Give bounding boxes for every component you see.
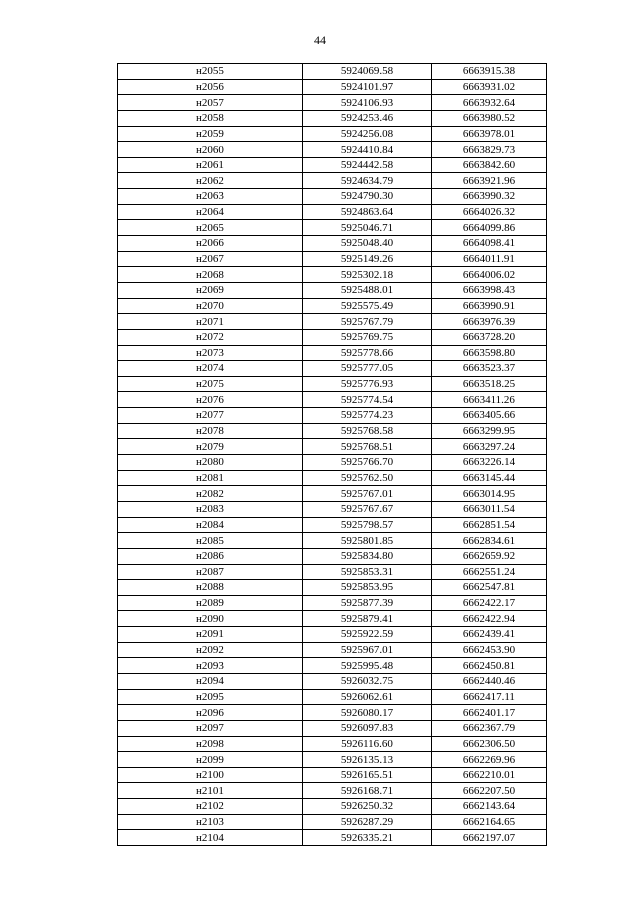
y-coordinate-cell: 6663998.43: [432, 282, 547, 298]
y-coordinate-cell: 6663598.80: [432, 345, 547, 361]
x-coordinate-cell: 5925767.79: [303, 314, 432, 330]
x-coordinate-cell: 5925766.70: [303, 455, 432, 471]
point-id-cell: н2092: [118, 642, 303, 658]
y-coordinate-cell: 6664011.91: [432, 251, 547, 267]
table-row: [118, 564, 547, 580]
point-id-cell: н2065: [118, 220, 303, 236]
table-row: [118, 752, 547, 768]
point-id-cell: н2099: [118, 752, 303, 768]
x-coordinate-cell: 5924106.93: [303, 95, 432, 111]
point-id-cell: н2076: [118, 392, 303, 408]
y-coordinate-cell: 6662197.07: [432, 830, 547, 846]
y-coordinate-cell: 6662164.65: [432, 814, 547, 830]
x-coordinate-cell: 5925774.54: [303, 392, 432, 408]
y-coordinate-cell: 6663728.20: [432, 329, 547, 345]
table-row: [118, 580, 547, 596]
table-row: [118, 548, 547, 564]
table-row: [118, 814, 547, 830]
point-id-cell: н2097: [118, 720, 303, 736]
y-coordinate-cell: 6662834.61: [432, 533, 547, 549]
x-coordinate-cell: 5925488.01: [303, 282, 432, 298]
table-row: [118, 251, 547, 267]
x-coordinate-cell: 5925922.59: [303, 627, 432, 643]
point-id-cell: н2057: [118, 95, 303, 111]
y-coordinate-cell: 6663411.26: [432, 392, 547, 408]
x-coordinate-cell: 5925877.39: [303, 595, 432, 611]
point-id-cell: н2058: [118, 110, 303, 126]
point-id-cell: н2088: [118, 580, 303, 596]
x-coordinate-cell: 5926097.83: [303, 720, 432, 736]
y-coordinate-cell: 6662417.11: [432, 689, 547, 705]
coordinates-table-body: [118, 64, 547, 846]
x-coordinate-cell: 5925769.75: [303, 329, 432, 345]
point-id-cell: н2084: [118, 517, 303, 533]
y-coordinate-cell: 6662306.50: [432, 736, 547, 752]
table-row: [118, 439, 547, 455]
point-id-cell: н2102: [118, 799, 303, 815]
point-id-cell: н2086: [118, 548, 303, 564]
table-row: [118, 220, 547, 236]
table-row: [118, 517, 547, 533]
x-coordinate-cell: 5925149.26: [303, 251, 432, 267]
x-coordinate-cell: 5925048.40: [303, 236, 432, 252]
point-id-cell: н2056: [118, 79, 303, 95]
point-id-cell: н2062: [118, 173, 303, 189]
x-coordinate-cell: 5925767.67: [303, 501, 432, 517]
x-coordinate-cell: 5924256.08: [303, 126, 432, 142]
y-coordinate-cell: 6662659.92: [432, 548, 547, 564]
y-coordinate-cell: 6663405.66: [432, 408, 547, 424]
table-row: [118, 157, 547, 173]
table-row: [118, 470, 547, 486]
point-id-cell: н2093: [118, 658, 303, 674]
table-row: [118, 345, 547, 361]
table-row: [118, 282, 547, 298]
x-coordinate-cell: 5926168.71: [303, 783, 432, 799]
y-coordinate-cell: 6663518.25: [432, 376, 547, 392]
x-coordinate-cell: 5926287.29: [303, 814, 432, 830]
point-id-cell: н2094: [118, 673, 303, 689]
table-row: [118, 64, 547, 80]
table-row: [118, 658, 547, 674]
x-coordinate-cell: 5925967.01: [303, 642, 432, 658]
table-row: [118, 298, 547, 314]
x-coordinate-cell: 5924790.30: [303, 189, 432, 205]
point-id-cell: н2104: [118, 830, 303, 846]
y-coordinate-cell: 6664026.32: [432, 204, 547, 220]
table-row: [118, 204, 547, 220]
table-row: [118, 236, 547, 252]
point-id-cell: н2096: [118, 705, 303, 721]
point-id-cell: н2066: [118, 236, 303, 252]
point-id-cell: н2071: [118, 314, 303, 330]
y-coordinate-cell: 6663523.37: [432, 361, 547, 377]
y-coordinate-cell: 6663931.02: [432, 79, 547, 95]
x-coordinate-cell: 5925778.66: [303, 345, 432, 361]
table-row: [118, 376, 547, 392]
y-coordinate-cell: 6663990.91: [432, 298, 547, 314]
y-coordinate-cell: 6662450.81: [432, 658, 547, 674]
y-coordinate-cell: 6662367.79: [432, 720, 547, 736]
point-id-cell: н2078: [118, 423, 303, 439]
table-row: [118, 314, 547, 330]
y-coordinate-cell: 6663226.14: [432, 455, 547, 471]
table-row: [118, 627, 547, 643]
point-id-cell: н2070: [118, 298, 303, 314]
x-coordinate-cell: 5926135.13: [303, 752, 432, 768]
y-coordinate-cell: 6663299.95: [432, 423, 547, 439]
x-coordinate-cell: 5924410.84: [303, 142, 432, 158]
table-row: [118, 408, 547, 424]
x-coordinate-cell: 5924442.58: [303, 157, 432, 173]
y-coordinate-cell: 6663829.73: [432, 142, 547, 158]
table-row: [118, 423, 547, 439]
point-id-cell: н2103: [118, 814, 303, 830]
table-row: [118, 642, 547, 658]
y-coordinate-cell: 6662547.81: [432, 580, 547, 596]
table-row: [118, 689, 547, 705]
x-coordinate-cell: 5925879.41: [303, 611, 432, 627]
y-coordinate-cell: 6662440.46: [432, 673, 547, 689]
table-row: [118, 611, 547, 627]
x-coordinate-cell: 5924101.97: [303, 79, 432, 95]
point-id-cell: н2081: [118, 470, 303, 486]
x-coordinate-cell: 5925762.50: [303, 470, 432, 486]
x-coordinate-cell: 5925768.51: [303, 439, 432, 455]
point-id-cell: н2063: [118, 189, 303, 205]
x-coordinate-cell: 5926080.17: [303, 705, 432, 721]
coordinates-table: [117, 63, 547, 846]
table-row: [118, 79, 547, 95]
point-id-cell: н2098: [118, 736, 303, 752]
y-coordinate-cell: 6662269.96: [432, 752, 547, 768]
point-id-cell: н2101: [118, 783, 303, 799]
table-row: [118, 595, 547, 611]
point-id-cell: н2079: [118, 439, 303, 455]
x-coordinate-cell: 5925046.71: [303, 220, 432, 236]
table-row: [118, 142, 547, 158]
table-row: [118, 329, 547, 345]
page-number: 44: [314, 33, 326, 47]
x-coordinate-cell: 5924069.58: [303, 64, 432, 80]
y-coordinate-cell: 6663932.64: [432, 95, 547, 111]
x-coordinate-cell: 5926116.60: [303, 736, 432, 752]
table-row: [118, 189, 547, 205]
x-coordinate-cell: 5925853.95: [303, 580, 432, 596]
y-coordinate-cell: 6662207.50: [432, 783, 547, 799]
table-row: [118, 126, 547, 142]
y-coordinate-cell: 6662851.54: [432, 517, 547, 533]
y-coordinate-cell: 6663915.38: [432, 64, 547, 80]
point-id-cell: н2095: [118, 689, 303, 705]
point-id-cell: н2090: [118, 611, 303, 627]
y-coordinate-cell: 6663014.95: [432, 486, 547, 502]
table-row: [118, 361, 547, 377]
x-coordinate-cell: 5926335.21: [303, 830, 432, 846]
table-row: [118, 799, 547, 815]
y-coordinate-cell: 6662422.94: [432, 611, 547, 627]
y-coordinate-cell: 6663990.32: [432, 189, 547, 205]
x-coordinate-cell: 5925798.57: [303, 517, 432, 533]
point-id-cell: н2059: [118, 126, 303, 142]
point-id-cell: н2083: [118, 501, 303, 517]
y-coordinate-cell: 6662453.90: [432, 642, 547, 658]
x-coordinate-cell: 5924634.79: [303, 173, 432, 189]
x-coordinate-cell: 5926062.61: [303, 689, 432, 705]
table-row: [118, 486, 547, 502]
x-coordinate-cell: 5925768.58: [303, 423, 432, 439]
x-coordinate-cell: 5925302.18: [303, 267, 432, 283]
x-coordinate-cell: 5924863.64: [303, 204, 432, 220]
point-id-cell: н2089: [118, 595, 303, 611]
x-coordinate-cell: 5925834.80: [303, 548, 432, 564]
table-row: [118, 110, 547, 126]
point-id-cell: н2069: [118, 282, 303, 298]
y-coordinate-cell: 6664099.86: [432, 220, 547, 236]
y-coordinate-cell: 6663145.44: [432, 470, 547, 486]
x-coordinate-cell: 5926250.32: [303, 799, 432, 815]
y-coordinate-cell: 6663976.39: [432, 314, 547, 330]
point-id-cell: н2100: [118, 767, 303, 783]
point-id-cell: н2080: [118, 455, 303, 471]
point-id-cell: н2068: [118, 267, 303, 283]
x-coordinate-cell: 5924253.46: [303, 110, 432, 126]
point-id-cell: н2091: [118, 627, 303, 643]
x-coordinate-cell: 5925575.49: [303, 298, 432, 314]
x-coordinate-cell: 5925853.31: [303, 564, 432, 580]
y-coordinate-cell: 6663921.96: [432, 173, 547, 189]
x-coordinate-cell: 5926032.75: [303, 673, 432, 689]
point-id-cell: н2055: [118, 64, 303, 80]
point-id-cell: н2061: [118, 157, 303, 173]
y-coordinate-cell: 6663978.01: [432, 126, 547, 142]
y-coordinate-cell: 6662401.17: [432, 705, 547, 721]
x-coordinate-cell: 5926165.51: [303, 767, 432, 783]
y-coordinate-cell: 6662551.24: [432, 564, 547, 580]
point-id-cell: н2067: [118, 251, 303, 267]
point-id-cell: н2077: [118, 408, 303, 424]
y-coordinate-cell: 6663980.52: [432, 110, 547, 126]
table-row: [118, 673, 547, 689]
point-id-cell: н2082: [118, 486, 303, 502]
table-row: [118, 455, 547, 471]
y-coordinate-cell: 6663011.54: [432, 501, 547, 517]
point-id-cell: н2074: [118, 361, 303, 377]
y-coordinate-cell: 6663297.24: [432, 439, 547, 455]
table-row: [118, 783, 547, 799]
y-coordinate-cell: 6662210.01: [432, 767, 547, 783]
point-id-cell: н2075: [118, 376, 303, 392]
point-id-cell: н2087: [118, 564, 303, 580]
y-coordinate-cell: 6662422.17: [432, 595, 547, 611]
y-coordinate-cell: 6663842.60: [432, 157, 547, 173]
y-coordinate-cell: 6662143.64: [432, 799, 547, 815]
table-row: [118, 501, 547, 517]
table-row: [118, 173, 547, 189]
point-id-cell: н2072: [118, 329, 303, 345]
point-id-cell: н2060: [118, 142, 303, 158]
table-row: [118, 767, 547, 783]
table-row: [118, 705, 547, 721]
y-coordinate-cell: 6664006.02: [432, 267, 547, 283]
y-coordinate-cell: 6664098.41: [432, 236, 547, 252]
x-coordinate-cell: 5925777.05: [303, 361, 432, 377]
table-row: [118, 392, 547, 408]
x-coordinate-cell: 5925767.01: [303, 486, 432, 502]
x-coordinate-cell: 5925995.48: [303, 658, 432, 674]
point-id-cell: н2073: [118, 345, 303, 361]
table-row: [118, 720, 547, 736]
point-id-cell: н2064: [118, 204, 303, 220]
table-row: [118, 830, 547, 846]
x-coordinate-cell: 5925776.93: [303, 376, 432, 392]
point-id-cell: н2085: [118, 533, 303, 549]
table-row: [118, 533, 547, 549]
y-coordinate-cell: 6662439.41: [432, 627, 547, 643]
table-row: [118, 267, 547, 283]
table-row: [118, 736, 547, 752]
table-row: [118, 95, 547, 111]
x-coordinate-cell: 5925774.23: [303, 408, 432, 424]
x-coordinate-cell: 5925801.85: [303, 533, 432, 549]
